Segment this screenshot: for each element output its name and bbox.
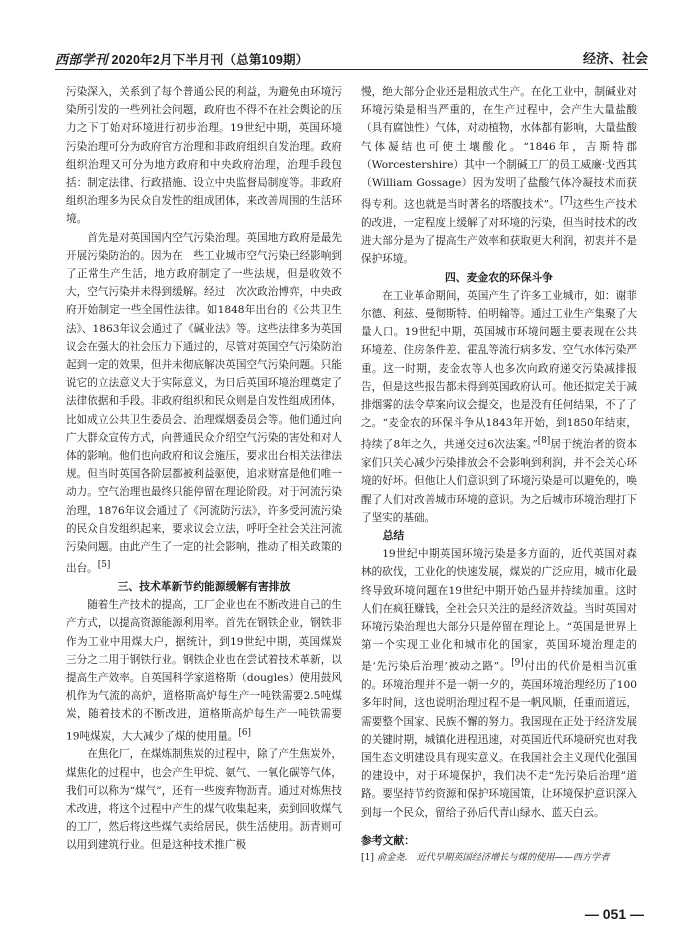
section-heading: 总结 <box>382 529 405 542</box>
citation: [8] <box>537 436 551 447</box>
paragraph: 在工业革命期间，英国产生了许多工业城市，如：谢菲尔德、利兹、曼彻斯特、伯明翰等。通过工业生产集聚了大量人口。19世纪中期，英国城市环境问题主要表现在公共环境差、住房条件差、霍乱等流行病多发、空气水体污染严重。这一时期，麦金农等人也多次向政府递交污染减排报告，但是这些报告都未得到英国政府认可。他还拟定关于减排烟雾的法令草案向议会提交，也是没有任何结果，不了了之。“麦金农的环保斗争从1843年开始，到1850年结束，持续了8年之久，共递交过6次法案。”[8]居于统治者的资本家们只关心减少污染排放会不会影响到利润，并不会关心环境的好坏。但他让人们意识到了环境污染是可以避免的，唤醒了人们对改善城市环境的意识。为之后城市环境治理打下了坚实的基础。 <box>361 289 637 524</box>
citation: [9] <box>511 658 524 669</box>
reference-item: [1] 俞金尧. 近代早期英国经济增长与煤的使用——西方学者 <box>361 851 610 863</box>
journal-title <box>55 49 308 68</box>
references-heading: 参考文献： <box>361 834 415 847</box>
citation: [5] <box>97 560 111 571</box>
paragraph: 19世纪中期英国环境污染是多方面的，近代英国对森林的砍伐，工业化的快速发展，煤炭的广泛应用，城市化最终导致环境问题在19世纪中期开始凸显并持续加重。这时人们在疯狂赚钱，全社会只关注的是经济效益。当时英国对环境污染治理也大部分只是停留在理论上。“英国是世界上第一个实现工业化和城市化的国家，英国环境治理走的是‘先污染后治理’被动之路”。[9]付出的代价是相当沉重的。环境治理并不是一朝一夕的，英国环境治理经历了100多年时间，这也说明治理过程不是一帆风顺，任重而道远，需要整个国家、民族不懈的努力。我国现在正处于经济发展的关键时期，城镇化进程迅速，对英国近代环境研究也对我国生态文明建设具有现实意义。在我国社会主义现代化强国的建设中，对于环境保护，我们决不走“先污染后治理”道路。要坚持节约资源和保护环境国策，让环境保护意识深入到每一个民众，留给子孙后代青山绿水、蓝天白云。 <box>361 548 637 819</box>
issue-info: 2020年2月下半月刊（总第109期） <box>111 53 309 67</box>
journal-logo: 西部学刊 <box>55 53 108 68</box>
citation: [6] <box>238 727 251 738</box>
section-name: 经济、社会 <box>582 51 648 66</box>
left-column <box>66 83 342 855</box>
section-heading: 四、麦金农的环保斗争 <box>445 271 553 284</box>
section-heading: 三、技术革新节约能源缓解有害排放 <box>117 581 291 594</box>
paragraph: 慢，绝大部分企业还是粗放式生产。在化工业中，制碱业对环境污染是相当严重的，在生产过程中，会产生大量盐酸（具有腐蚀性）气体，对动植物，水体都有影响，大量盐酸气体凝结也可使土壤酸化。“1846年，吉斯特郡（Worcestershire）其中一个制碱工厂的员工威廉·戈西其（William Gossage）因为发明了盐酸气体冷凝技术而获得专利。这也就是当时著名的塔腹技术”。[7]这些生产技术的改进，一定程度上缓解了对环境的污染，但当时技术的改进大部分是为了提高生产效率和获取更大利润，初衷并不是保护环境。 <box>361 86 637 266</box>
page-number: — 051 — <box>584 906 644 922</box>
paragraph: 随着生产技术的提高，工厂企业也在不断改进自己的生产方式，以提高资源能源利用率。首先在钢铁企业，钢铁非作为工业中用煤大户，据统计，到19世纪中期，英国煤炭三分之二用于钢铁行业。钢铁企业也在尝试着技术革新，以提高生产效率。自英国科学家道格斯（dougles）使用鼓风机作为气流的高炉，道格斯高炉每生产一吨铁需要2.5吨煤炭，随着技术的不断改进，道格斯高炉每生产一吨铁需要19吨煤炭，大大减少了煤的使用量。[6] <box>66 599 342 743</box>
citation: [7] <box>560 196 573 207</box>
paragraph: 污染深入，关系到了每个普通公民的利益，为避免由环境污染所引发的一些列社会问题，政府也不得不在社会舆论的压力之下丁始对环境进行初步治理。19世纪中期，英国环境污染治理可分为政府官方治理和非政府组织自发治理。政府组织治理又可分为地方政府和中央政府治理，治理手段包括：制定法律、行政措施、设立中央监督局制度等。非政府组织治理多为民众自发性的组成团体，来改善周围的生活环境。 <box>66 86 342 226</box>
running-header <box>55 47 648 70</box>
paragraph: 在焦化厂，在煤炼制焦炭的过程中，除了产生焦炭外，煤焦化的过程中，也会产生甲烷、氨气、一氧化碳等气体，我们可以称为“煤气”，还有一些废弃物沥青。通过对炼焦技术改进，将这个过程中产生的煤气收集起来，卖到回收煤气的工厂，然后将这些煤气卖给居民，供生活使用。沥青则可以用到建筑行业。但是这种技术推广极 <box>66 748 342 852</box>
right-column <box>361 83 637 866</box>
paragraph: 首先是对英国国内空气污染治理。英国地方政府是最先开展污染防治的。因为在 些工业城市空气污染已经影响到了正常生产生活，地方政府制定了一些法规，但是收效不大，空气污染并未得到缓解。经过 次次政治博弈，中央政府开始制定一些全国性法律。如1848年出台的《公共卫生法》、1863年议会通过了《碱业法》等。这些法律多为英国议会在强大的社会压力下通过的，尽管对英国空气污染防治起到一定的效果，但并未彻底解决英国空气污染问题。只能说它的立法意义大于实际意义，为日后英国环境治理奠定了法律依据和手段。非政府组织和民众则是自发性组成团体，比如成立公共卫生委员会、治理煤烟委员会等。他们通过向广大群众宣传方式，向普通民众介绍空气污染的害处和对人体的影响。他们也向政府和议会施压，要求出台相关法律法规。但当时英国各阶层都被利益驱使，追求财富是他们唯一动力。空气治理也最终只能停留在理论阶段。对于河流污染治理，1876年议会通过了《河流防污法》，许多受河流污染的民众自发组织起来，要求议会立法，呼吁全社会关注河流污染问题。由此产生了一定的社会影响，推动了相关政策的出台。[5] <box>66 231 342 575</box>
